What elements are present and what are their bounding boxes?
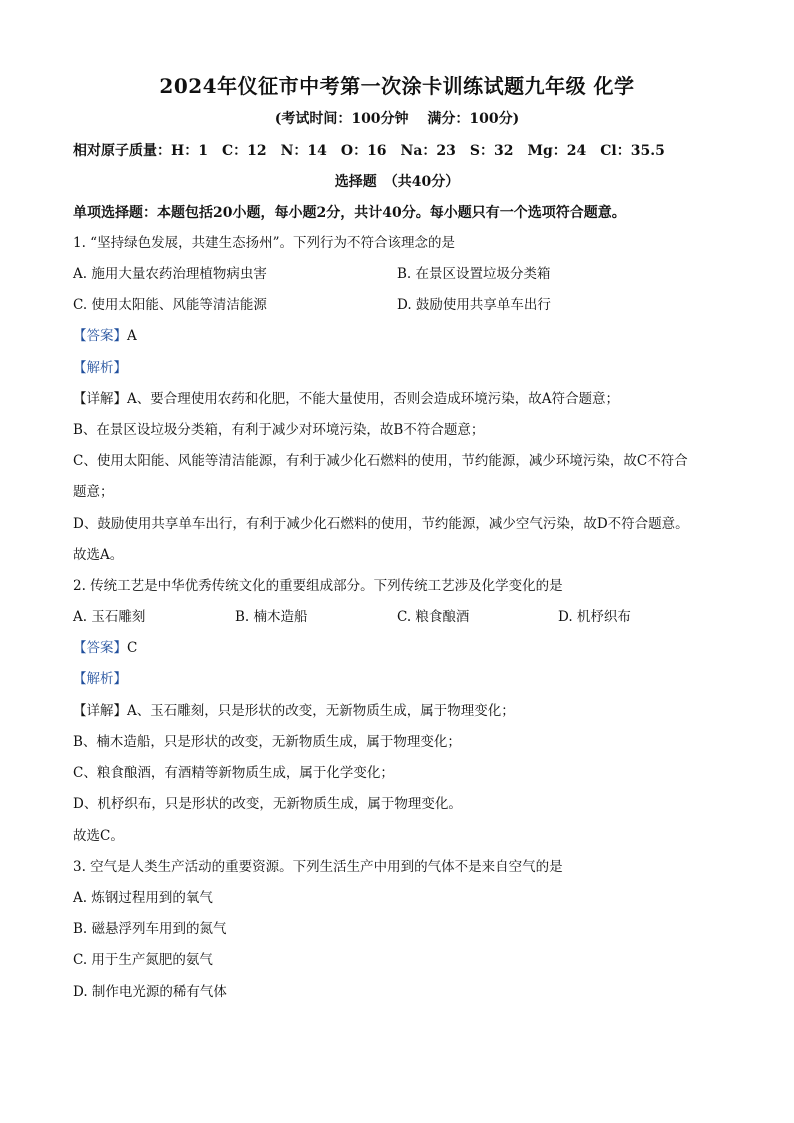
exam-info: (考试时间：100分钟 满分：100分) (274, 111, 520, 127)
q2-detail-3: C、粮食酿酒，有酒精等新物质生成，属于化学变化； (73, 765, 394, 781)
q1-detail-1 (73, 390, 619, 408)
q2-option-a: A. 玉石雕刻 (73, 609, 146, 625)
detail-text: A、玉石雕刻，只是形状的改变，无新物质生成，属于物理变化； (127, 703, 515, 719)
detail-tag: 【详解】 (73, 391, 127, 407)
section-instruction: 单项选择题：本题包括20小题，每小题2分，共计40分。每小题只有一个选项符合题意。 (73, 205, 626, 221)
answer-value: C (127, 640, 138, 656)
answer-tag: 【答案】 (73, 640, 127, 656)
q2-option-d: D. 机杼织布 (558, 609, 631, 625)
q1-option-d: D. 鼓励使用共享单车出行 (397, 297, 551, 313)
q1-stem: 1. “坚持绿色发展，共建生态扬州”。下列行为不符合该理念的是 (73, 235, 455, 251)
q3-option-a: A. 炼钢过程用到的氧气 (73, 890, 213, 906)
q2-answer (73, 639, 137, 657)
q2-detail-1 (73, 702, 515, 720)
detail-tag: 【详解】 (73, 703, 127, 719)
q1-option-a: A. 施用大量农药治理植物病虫害 (73, 266, 267, 282)
q2-detail-2: B、楠木造船，只是形状的改变，无新物质生成，属于物理变化； (73, 734, 461, 750)
q1-detail-3: C、使用太阳能、风能等清洁能源，有利于减少化石燃料的使用，节约能源，减少环境污染，故C不符合 (73, 453, 688, 469)
q2-conclusion: 故选C。 (73, 828, 124, 844)
q2-option-b: B. 楠木造船 (235, 609, 308, 625)
q1-detail-2: B、在景区设垃圾分类箱，有利于减少对环境污染，故B不符合题意； (73, 422, 485, 438)
q2-detail-4: D、机杼织布，只是形状的改变，无新物质生成，属于物理变化。 (73, 796, 462, 812)
q3-option-c: C. 用于生产氮肥的氨气 (73, 952, 213, 968)
q1-answer (73, 327, 137, 345)
q1-detail-4: D、鼓励使用共享单车出行，有利于减少化石燃料的使用，节约能源，减少空气污染，故D不符合题意。 (73, 516, 689, 532)
q3-stem: 3. 空气是人类生产活动的重要资源。下列生活生产中用到的气体不是来自空气的是 (73, 859, 563, 875)
detail-text: A、要合理使用农药和化肥，不能大量使用，否则会造成环境污染，故A符合题意； (127, 391, 619, 407)
q1-conclusion: 故选A。 (73, 547, 124, 563)
page-title: 2024年仪征市中考第一次涂卡训练试题九年级 化学 (159, 74, 635, 98)
answer-tag: 【答案】 (73, 328, 127, 344)
q3-option-b: B. 磁悬浮列车用到的氮气 (73, 921, 227, 937)
q1-option-b: B. 在景区设置垃圾分类箱 (397, 266, 551, 282)
q2-stem: 2. 传统工艺是中华优秀传统文化的重要组成部分。下列传统工艺涉及化学变化的是 (73, 578, 563, 594)
q2-analysis-tag: 【解析】 (73, 671, 127, 687)
atomic-masses: 相对原子质量：H：1 C：12 N：14 O：16 Na：23 S：32 Mg：24 Cl：35.5 (73, 143, 665, 159)
q3-option-d: D. 制作电光源的稀有气体 (73, 984, 227, 1000)
q2-option-c: C. 粮食酿酒 (397, 609, 470, 625)
q1-analysis-tag: 【解析】 (73, 360, 127, 376)
section-heading: 选择题 （共40分） (334, 174, 460, 190)
q1-detail-3-cont: 题意； (73, 484, 114, 500)
q1-option-c: C. 使用太阳能、风能等清洁能源 (73, 297, 267, 313)
answer-value: A (127, 328, 137, 344)
